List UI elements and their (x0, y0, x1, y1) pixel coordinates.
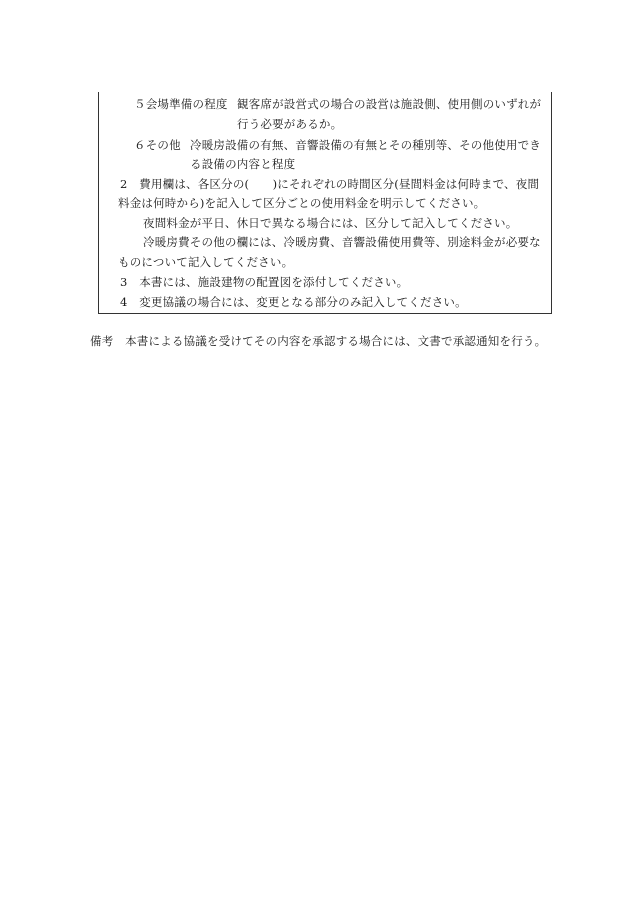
note2-line1: 2 費用欄は、各区分の( )にそれぞれの時間区分(昼間料金は何時まで、夜間 (120, 177, 540, 191)
remark-text: 備考 本書による協議を受けてその内容を承認する場合には、文書で承認通知を行う。 (90, 334, 547, 348)
note2-line3: 夜間料金が平日、休日で異なる場合には、区分して記入してください。 (143, 216, 518, 230)
note-item5-text: 観客席が設営式の場合の設営は施設側、使用側のいずれが (237, 97, 542, 111)
note-item5-label: ５会場準備の程度 (134, 97, 228, 111)
note4: 4 変更協議の場合には、変更となる部分のみ記入してください。 (120, 295, 467, 309)
note2-line2: 料金は何時から)を記入して区分ごとの使用料金を明示してください。 (118, 196, 486, 210)
note3: 3 本書には、施設建物の配置図を添付してください。 (120, 275, 409, 289)
note-item6-continuation: る設備の内容と程度 (190, 157, 296, 171)
note-item6-text: 冷暖房設備の有無、音響設備の有無とその種別等、その他使用でき (190, 138, 541, 152)
note-item6-label: ６その他 (134, 138, 181, 152)
note2-line5: ものについて記入してください。 (118, 255, 294, 269)
note-item5-continuation: 行う必要があるか。 (237, 117, 343, 131)
note2-line4: 冷暖房費その他の欄には、冷暖房費、音響設備使用費等、別途料金が必要な (143, 235, 541, 249)
